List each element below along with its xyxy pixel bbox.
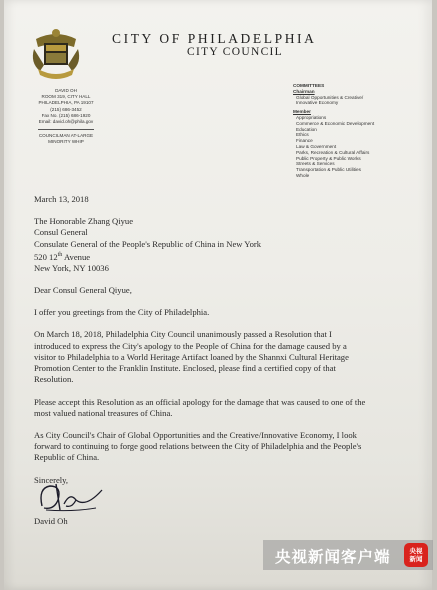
paragraph-line: As City Council's Chair of Global Opportunities and the Creative/Innovative Economy, I look [34,429,357,440]
address-line: (215) 686-3452 [50,106,82,112]
committee-item: Appropriations [296,114,327,120]
member-label: Member [293,109,311,115]
letter-body [34,194,418,527]
recipient-name: The Honorable Zhang Qiyue [34,216,134,227]
committee-item: Ethics [296,132,309,138]
recipient-office: Consulate General of the People's Republic of China in New York [34,238,262,249]
committee-item: Transportation & Public Utilities [296,167,361,173]
paragraph-line: visitor to Philadelphia to a World Heritage Artifact loaned by the Shannxi Cultural Heritage [34,351,349,362]
committees-heading: COMMITTEES [293,83,325,88]
chairman-label: Chairman [293,88,315,94]
divider [38,129,94,130]
sender-address-block [30,88,102,146]
recipient-city: New York, NY 10036 [34,262,109,273]
paragraph-line: On March 18, 2018, Philadelphia City Council unanimously passed a Resolution that I [34,329,332,340]
city-seal-icon [30,25,82,81]
committees-block [293,83,423,179]
committee-item: Global Opportunities & Creative/ [296,94,364,100]
paragraph-line: Republic of China. [34,452,100,463]
paragraph-line: I offer you greetings from the City of Philadelphia. [34,307,210,318]
address-line: Email: david.oh@phila.gov [38,119,94,125]
committee-item: Streets & Services [296,161,335,167]
letterhead-title: CITY OF PHILADELPHIA [112,31,317,46]
paragraph-line: Promotion Center to the Franklin Institute. Enclosed, please find a certified copy of that [34,363,336,374]
address-line: ROOM 319, CITY HALL [41,94,91,100]
letter-page [4,0,432,590]
signer-name: David Oh [34,515,68,526]
committee-item: Whole [296,172,310,178]
committee-item: Commerce & Economic Development [296,120,375,126]
cctv-news-logo-icon: 央视 新闻 [404,543,428,567]
recipient-street: 520 12th Avenue [34,251,91,262]
position-line: MINORITY WHIP [48,139,84,145]
salutation: Dear Consul General Qiyue, [34,285,132,296]
committee-item: Public Property & Public Works [296,155,361,161]
recipient-title: Consul General [34,227,88,238]
signature-icon [36,478,106,514]
paragraph-line: most valued national treasures of China. [34,407,173,418]
position-line: COUNCILMAN AT-LARGE [38,133,94,139]
paragraph-line: forward to continuing to forge good relations between the City of Philadelphia and the People's [34,441,362,452]
letterhead-subtitle: CITY COUNCIL [187,46,283,58]
address-line: DAVID OH [55,88,77,93]
committee-item: Finance [296,138,313,144]
paragraph-line: Resolution. [34,374,74,385]
committee-item: Innovative Economy [296,100,339,106]
address-line: Fax No. (215) 686-1920 [41,112,91,118]
paragraph-line: introduced to express the City's apology to the People of China for the damage caused by a [34,340,347,351]
address-line: PHILADELPHIA, PA 19107 [38,100,94,106]
paragraph-line: Please accept this Resolution as an official apology for the damage that was caused to one of the [34,396,366,407]
watermark-text: 央视新闻客户端 [275,548,391,566]
committee-item: Law & Government [296,143,337,149]
committee-item: Education [296,126,317,132]
committee-item: Parks, Recreation & Cultural Affairs [296,149,370,155]
letter-date: March 13, 2018 [34,194,89,204]
closing: Sincerely, [34,474,69,485]
